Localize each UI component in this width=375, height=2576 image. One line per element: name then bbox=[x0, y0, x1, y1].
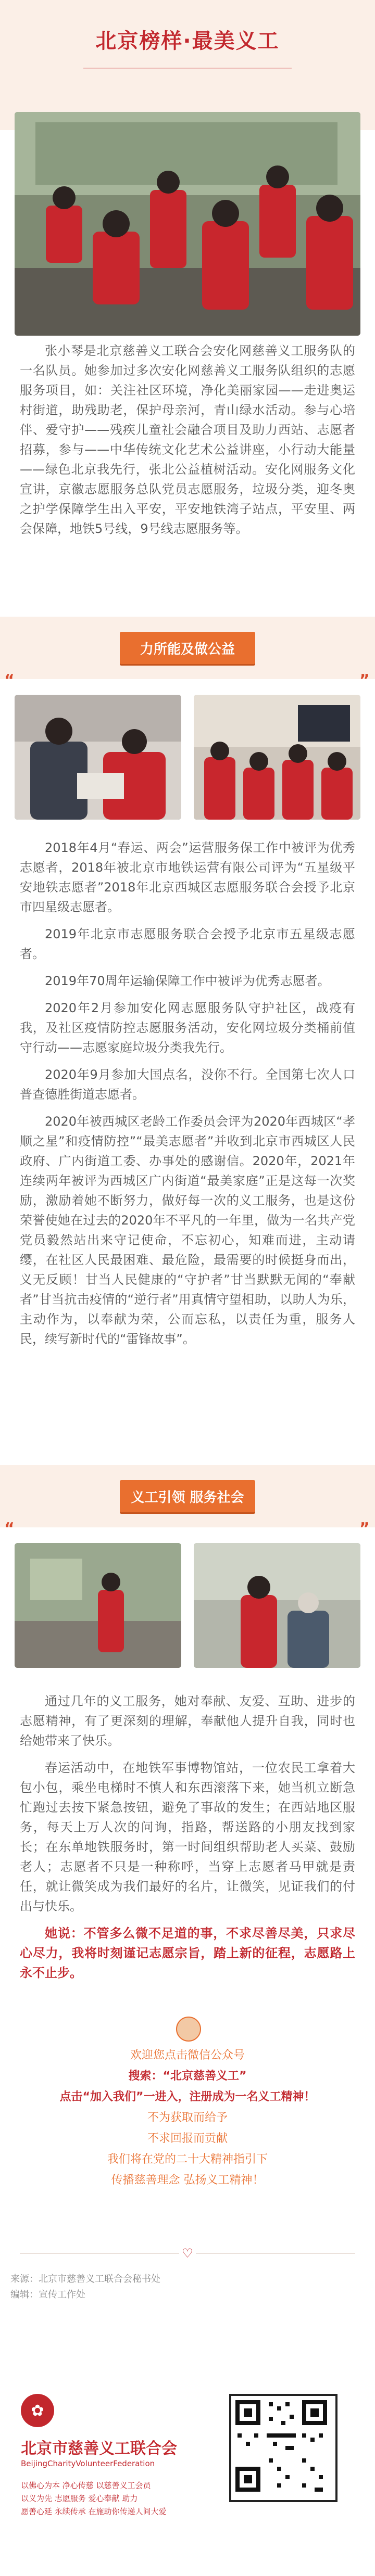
org-name-en: BeijingCharityVolunteerFederation bbox=[21, 2459, 155, 2468]
cta-line: 不为获取而给予 bbox=[147, 2111, 228, 2124]
section1-paragraph: 2018年4月“春运、两会”运营服务保工作中被评为优秀志愿者，2018年被北京市地铁运营有限公司评为“五星级平安地铁志愿者”2018年北京西城区志愿服务联合会授予北京市四星级志愿者。 bbox=[20, 840, 355, 914]
header bbox=[0, 0, 375, 78]
section2-text bbox=[20, 1691, 355, 1990]
cta-line: 不求回报而贡献 bbox=[147, 2132, 228, 2145]
section2-tag: 义工引领 服务社会 bbox=[120, 1480, 255, 1512]
source-line: 来源：北京市慈善义工联合会秘书处 bbox=[10, 2274, 160, 2285]
bow-icon: ♡ bbox=[179, 2246, 196, 2261]
cta-line: 搜索：“北京慈善义工” bbox=[128, 2070, 247, 2083]
slogan: 以佛心为本 净心传慈 以慈善义工会员 bbox=[21, 2481, 151, 2490]
section2-paragraph: 通过几年的义工服务，她对奉献、友爱、互助、进步的志愿精神，有了更深刻的理解，奉献他人提升自我，同时也给她带来了快乐。 bbox=[20, 1694, 355, 1748]
intro-text: 张小琴是北京慈善义工联合会安化网慈善义工服务队的一名队员。她参加过多次安化网慈善义工服务队组织的志愿服务项目，如：关注社区环境，净化美丽家园——走进奥运村街道，助残助老，保护母亲河，青山绿水活动。参与心培伴、爱守护——残疾儿童社会融合项目及助力西站、志愿者招募，参与——中华传统文化艺术公益讲座，小行动大能量——绿色北京我先行，张北公益植树活动。安化网服务文化宣讲，京徽志愿服务总队党员志愿服务，垃圾分类，迎冬奥之护学保障学生出入平安，平安地铁湾子站点，平安里、两会保障，地铁5号线，9号线志愿服务等。 bbox=[20, 343, 355, 536]
quote-icon: “ bbox=[4, 1520, 15, 1538]
section1-paragraph: 2020年被西城区老龄工作委员会评为2020年西城区“孝顺之星”和疫情防控”“最美志愿者”并收到北京市西城区人民政府、广内街道工委、办事处的感谢信。2020年，2021年连续两年被评为西城区广内街道“最美家庭”正是这每一次奖励，激励着她不断努力，做好每一次的义工服务，也是这份荣誉使她在过去的2020年不平凡的一年里，做为一名共产党党员毅然站出来守记使命，不忘初心，知难而进，主动请缨，在社区人民最困难、最危险，最需要的时候挺身而出，义无反顾！甘当人民健康的“守护者”甘当默默无闻的“奉献者”甘当抗击疫情的“逆行者”用真情守望相助，以助人为乐，主动作为，以奉献为荣，公而忘私，以责任为重，服务人民，续写新时代的“雷锋故事”。 bbox=[20, 1114, 355, 1346]
section2-photo-right bbox=[194, 1543, 360, 1668]
logo-icon: ✿ bbox=[21, 2394, 54, 2427]
section2-photo-left bbox=[15, 1543, 181, 1668]
qr-code[interactable] bbox=[229, 2394, 338, 2502]
section1-paragraph: 2019年70周年运输保障工作中被评为优秀志愿者。 bbox=[45, 974, 330, 988]
quote-icon: “ bbox=[4, 671, 15, 690]
hero-photo-illustration bbox=[15, 112, 360, 336]
section1-photo-left bbox=[15, 695, 181, 820]
quote-icon: ” bbox=[359, 671, 370, 690]
hero-photo bbox=[15, 112, 360, 336]
section1-paragraph: 2020年2月参加安化网志愿服务队守护社区，战疫有我，及社区疫情防控志愿服务活动，安化网垃圾分类桶前值守行动——志愿家庭垃圾分类我先行。 bbox=[20, 1001, 355, 1055]
footer bbox=[0, 2389, 375, 2576]
editor-line: 编辑：宣传工作处 bbox=[10, 2289, 85, 2300]
section1-paragraph: 2019年北京市志愿服务联合会授予北京市五星级志愿者。 bbox=[20, 927, 355, 961]
title-divider bbox=[83, 68, 292, 69]
cta-icon bbox=[176, 2017, 201, 2042]
org-name: 北京市慈善义工联合会 bbox=[21, 2440, 177, 2458]
section1-paragraph: 2020年9月参加大国点名，没你不行。全国第七次人口普查德胜街道志愿者。 bbox=[20, 1067, 355, 1102]
intro-paragraph bbox=[20, 341, 355, 546]
slogan: 愿善心延 永续传承 在施助你传递人间大爱 bbox=[21, 2507, 167, 2516]
cta-line: 传播慈善理念 弘扬义工精神！ bbox=[111, 2174, 264, 2187]
section1-text bbox=[20, 838, 355, 1356]
section1-photo-right bbox=[194, 695, 360, 820]
section1-photo-left-illustration bbox=[15, 695, 181, 820]
page-title: 北京榜样·最美义工 bbox=[95, 29, 280, 53]
section1-photo-right-illustration bbox=[194, 695, 360, 820]
quote-icon: ” bbox=[359, 1520, 370, 1538]
section2-photo-left-illustration bbox=[15, 1543, 181, 1668]
section2-photo-right-illustration bbox=[194, 1543, 360, 1668]
slogan: 以义为先 志愿服务 爱心奉献 助力 bbox=[21, 2494, 138, 2503]
cta-block bbox=[0, 2045, 375, 2191]
cta-line: 我们将在党的二十大精神指引下 bbox=[107, 2153, 268, 2166]
cta-line: 点击“加入我们”一进入，注册成为一名义工精神！ bbox=[59, 2090, 316, 2103]
section2-paragraph: 春运活动中，在地铁军事博物馆站，一位农民工拿着大包小包，乘坐电梯时不慎人和东西滚落下来，她当机立断急忙跑过去按下紧急按钮，避免了事故的发生；在西站地区服务，每天上万人次的问询，指路，帮送路的小朋友找到家长；在东单地铁服务时，第一时间组织帮助老人买菜、鼓励老人；志愿者不只是一种称呼，当穿上志愿者马甲就是责任，就让微笑成为我们最好的名片，让微笑，见证我们的付出与快乐。 bbox=[20, 1761, 355, 1914]
qr-code-pattern bbox=[231, 2396, 331, 2496]
cta-line: 欢迎您点击微信公众号 bbox=[130, 2049, 245, 2062]
section2-emphasis: 她说：不管多么微不足道的事，不求尽善尽美，只求尽心尽力，我将时刻谨记志愿宗旨，踏上新的征程，志愿路上永不止步。 bbox=[20, 1926, 355, 1980]
section1-tag: 力所能及做公益 bbox=[120, 632, 255, 664]
